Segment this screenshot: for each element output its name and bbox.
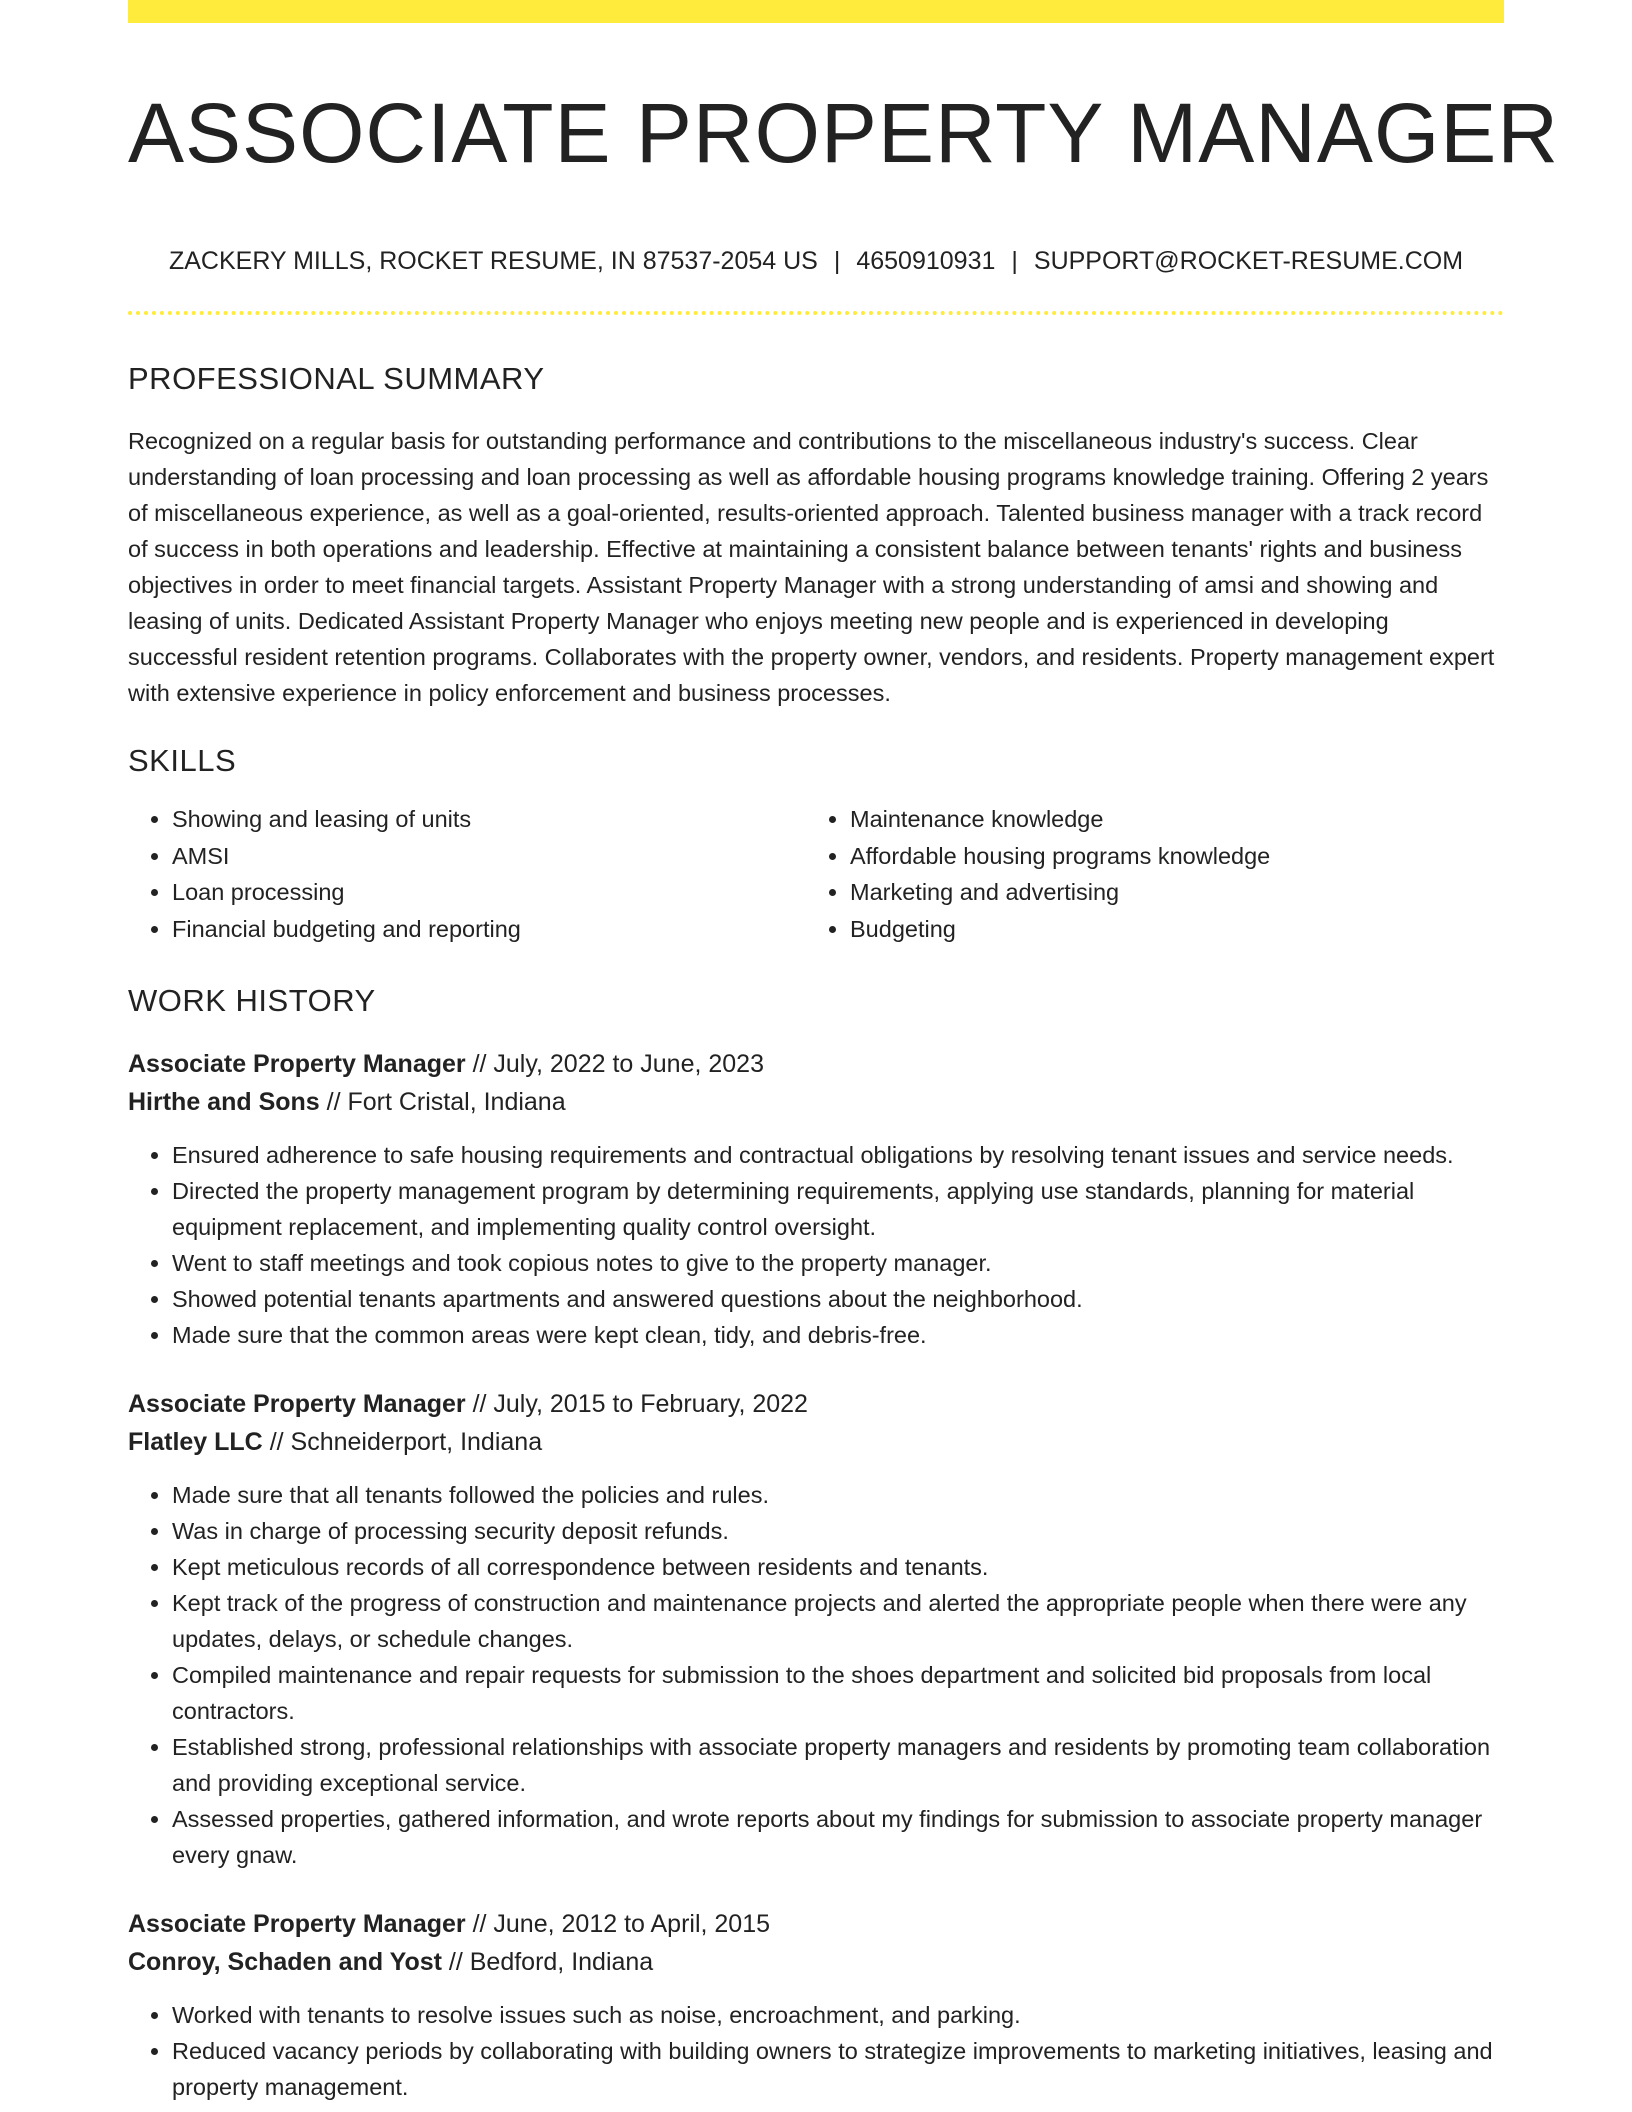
- job-company: Hirthe and Sons: [128, 1088, 320, 1116]
- job-bullet: • Reduced vacancy periods by collaborating with building owners to strategize improvements to marketing initiatives, leasing and property management.: [172, 2033, 1504, 2105]
- job-bullet: • Ensured adherence to safe housing requirements and contractual obligations by resolving tenant issues and service needs.: [172, 1137, 1504, 1173]
- job-bullet: • Was in charge of processing security deposit refunds.: [172, 1513, 1504, 1549]
- job-bullet: • Made sure that all tenants followed the policies and rules.: [172, 1477, 1504, 1513]
- job-title: Associate Property Manager: [128, 1390, 466, 1418]
- job-title-line: [128, 1045, 1504, 1083]
- job-bullet: • Established strong, professional relationships with associate property managers and residents by promoting team collaboration and providing exceptional service.: [172, 1729, 1504, 1801]
- resume-page: [128, 0, 1559, 2105]
- contact-separator: |: [833, 247, 841, 275]
- resume-title: ASSOCIATE PROPERTY MANAGER: [128, 86, 1559, 180]
- skill-item: • AMSI: [172, 838, 806, 875]
- job-location: // Bedford, Indiana: [441, 1948, 654, 1976]
- contact-line: [128, 245, 1504, 277]
- job-entry: [128, 1905, 1504, 2105]
- job-dates: // July, 2022 to June, 2023: [465, 1050, 764, 1078]
- job-bullets: [128, 1997, 1504, 2105]
- contact-separator: |: [1011, 247, 1018, 275]
- skill-item: • Marketing and advertising: [850, 874, 1484, 911]
- accent-top-bar: [128, 0, 1504, 23]
- job-bullets: [128, 1477, 1504, 1873]
- job-title: Associate Property Manager: [128, 1910, 466, 1938]
- job-dates: // July, 2015 to February, 2022: [465, 1390, 808, 1418]
- dotted-divider: [128, 311, 1504, 315]
- job-bullet: • Showed potential tenants apartments and answered questions about the neighborhood.: [172, 1281, 1504, 1317]
- job-bullet: • Assessed properties, gathered information, and wrote reports about my findings for submission to associate property manager every gnaw.: [172, 1801, 1504, 1873]
- job-bullet: • Compiled maintenance and repair requests for submission to the shoes department and solicited bid proposals from local contractors.: [172, 1657, 1504, 1729]
- job-bullet: • Kept track of the progress of construction and maintenance projects and alerted the appropriate people when there were any updates, delays, or schedule changes.: [172, 1585, 1504, 1657]
- skills-column-left: [128, 801, 806, 947]
- job-bullets: [128, 1137, 1504, 1353]
- skill-item: • Affordable housing programs knowledge: [850, 838, 1484, 875]
- job-company-line: [128, 1423, 1504, 1461]
- job-bullet: • Worked with tenants to resolve issues such as noise, encroachment, and parking.: [172, 1997, 1504, 2033]
- job-company: Conroy, Schaden and Yost: [128, 1948, 442, 1976]
- job-location: // Schneiderport, Indiana: [262, 1428, 543, 1456]
- job-bullet: • Made sure that the common areas were kept clean, tidy, and debris-free.: [172, 1317, 1504, 1353]
- skills-column-right: [806, 801, 1484, 947]
- work-history-heading: WORK HISTORY: [128, 983, 376, 1018]
- job-location: // Fort Cristal, Indiana: [319, 1088, 566, 1116]
- job-company-line: [128, 1083, 1504, 1121]
- skills-grid: [128, 801, 1504, 947]
- job-title-line: [128, 1905, 1504, 1943]
- job-company: Flatley LLC: [128, 1428, 263, 1456]
- job-dates: // June, 2012 to April, 2015: [465, 1910, 771, 1938]
- summary-text: Recognized on a regular basis for outstanding performance and contributions to the miscellaneous industry's success. Clear understanding of loan processing and loan processing as well as affordable housing programs knowledge training. Offering 2 years of miscellaneous experience, as well as a goal-oriented, results-oriented approach. Talented business manager with a track record of success in both operations and leadership. Effective at maintaining a consistent balance between tenants' rights and business objectives in order to meet financial targets. Assistant Property Manager with a strong understanding of amsi and showing and leasing of units. Dedicated Assistant Property Manager who enjoys meeting new people and is experienced in developing successful resident retention programs. Collaborates with the property owner, vendors, and residents. Property management expert with extensive experience in policy enforcement and business processes.: [128, 428, 1495, 706]
- skill-item: • Showing and leasing of units: [172, 801, 806, 838]
- job-title-line: [128, 1385, 1504, 1423]
- job-title: Associate Property Manager: [128, 1050, 466, 1078]
- skill-item: • Financial budgeting and reporting: [172, 911, 806, 948]
- skill-item: • Budgeting: [850, 911, 1484, 948]
- skill-item: • Maintenance knowledge: [850, 801, 1484, 838]
- summary-heading: PROFESSIONAL SUMMARY: [128, 361, 545, 396]
- skill-item: • Loan processing: [172, 874, 806, 911]
- job-bullet: • Directed the property management program by determining requirements, applying use standards, planning for material equipment replacement, and implementing quality control oversight.: [172, 1173, 1504, 1245]
- job-bullet: • Kept meticulous records of all correspondence between residents and tenants.: [172, 1549, 1504, 1585]
- job-entry: [128, 1045, 1504, 1353]
- job-entry: [128, 1385, 1504, 1873]
- job-bullet: • Went to staff meetings and took copious notes to give to the property manager.: [172, 1245, 1504, 1281]
- contact-address: ZACKERY MILLS, ROCKET RESUME, IN 87537-2054 US: [168, 247, 818, 275]
- contact-email: SUPPORT@ROCKET-RESUME.COM: [1033, 247, 1464, 275]
- skills-heading: SKILLS: [128, 743, 237, 778]
- job-company-line: [128, 1943, 1504, 1981]
- contact-phone: 4650910931: [856, 247, 996, 275]
